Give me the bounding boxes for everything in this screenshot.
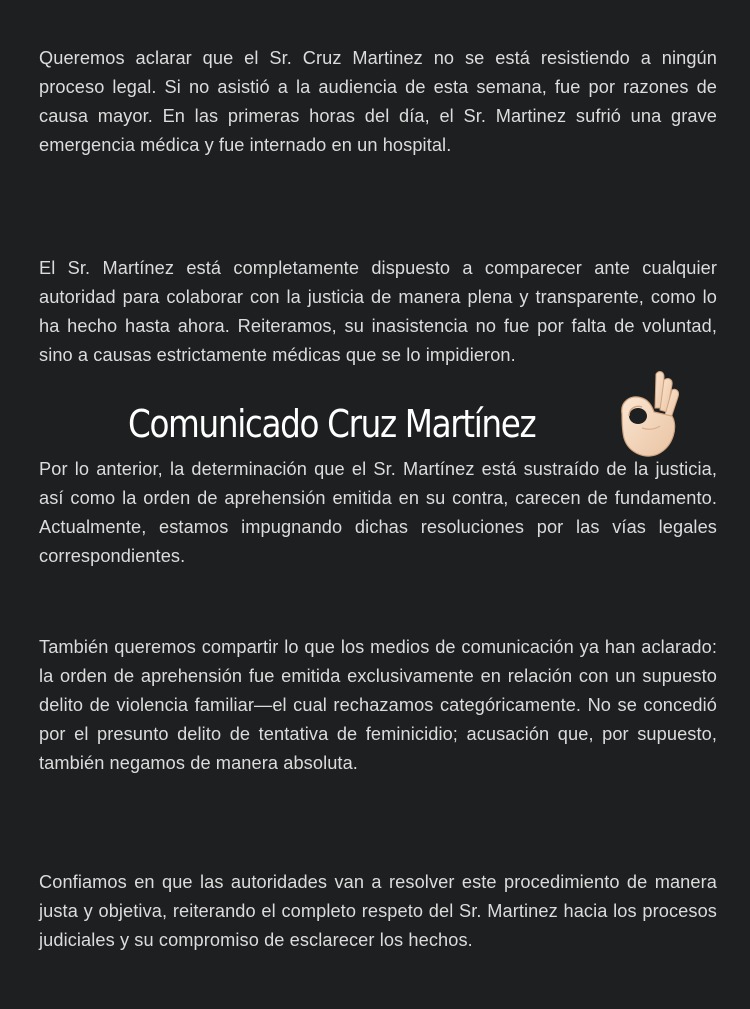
ok-hand-icon — [612, 368, 688, 460]
title-overlay — [0, 392, 750, 460]
paragraph-3: Por lo anterior, la determinación que el Sr. Martínez está sustraído de la justicia, así como la orden de aprehensión emitida en su contra, carecen de fundamento. Actualmente, estamos impugnando dichas resoluciones por las vías legales correspondientes. — [39, 459, 717, 566]
paragraph-1: Queremos aclarar que el Sr. Cruz Martinez no se está resistiendo a ningún proceso legal. Si no asistió a la audiencia de esta semana, fue por razones de causa mayor. En las primeras horas del día, el Sr. Martinez sufrió una grave emergencia médica y fue internado en un hospital. — [39, 48, 717, 155]
paragraph-4: También queremos compartir lo que los medios de comunicación ya han aclarado: la orden de aprehensión fue emitida exclusivamente en relación con un supuesto delito de violencia familiar—el cual rechazamos categóricamente. No se concedió por el presunto delito de tentativa de feminicidio; acusación que, por supuesto, también negamos de manera absoluta. — [39, 637, 717, 773]
paragraph-2: El Sr. Martínez está completamente dispuesto a comparecer ante cualquier autoridad para colaborar con la justicia de manera plena y transparente, como lo ha hecho hasta ahora. Reiteramos, su inasistencia no fue por falta de voluntad, sino a causas estrictamente médicas que se lo impidieron. — [39, 258, 717, 365]
overlay-title: Comunicado Cruz Martínez — [128, 402, 536, 446]
paragraph-5: Confiamos en que las autoridades van a resolver este procedimiento de manera justa y objetiva, reiterando el completo respeto del Sr. Martinez hacia los procesos judiciales y su compromiso de esclarecer los hechos. — [39, 872, 717, 950]
